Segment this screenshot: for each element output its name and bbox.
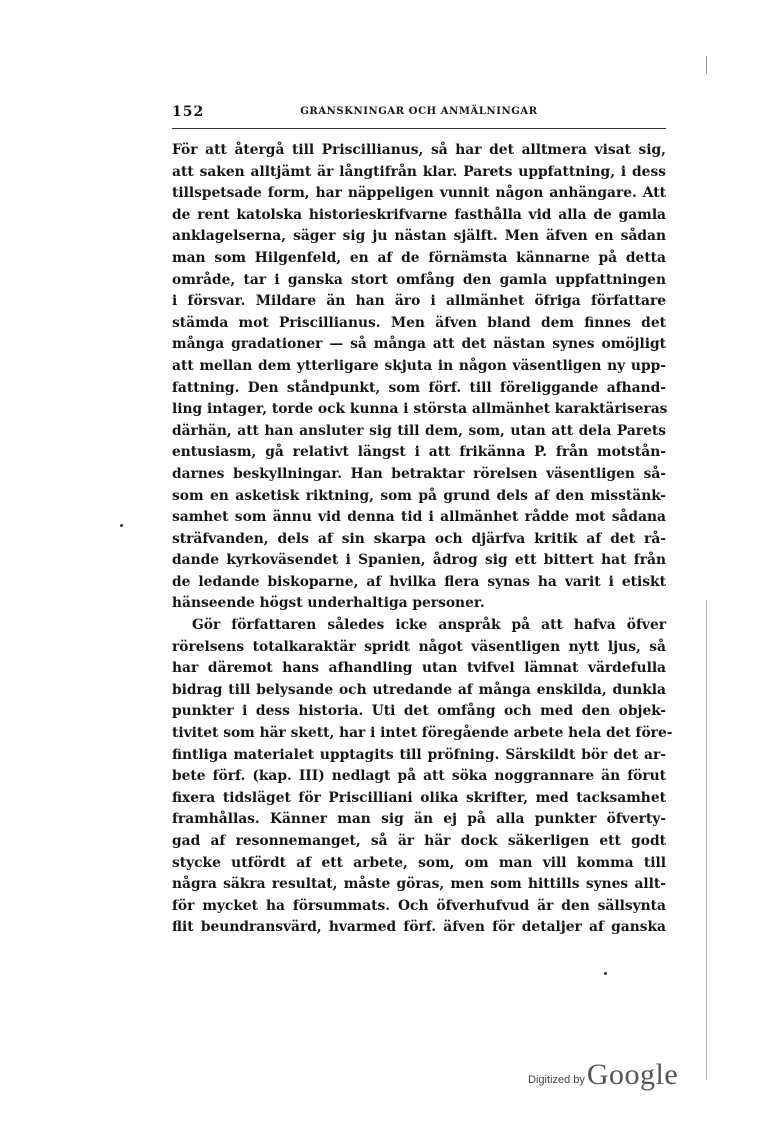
text-line: därhän, att han ansluter sig till dem, som, utan att dela Parets <box>172 422 666 439</box>
text-line: att saken alltjämt är långtifrån klar. Parets uppfattning, i dess <box>172 163 666 180</box>
text-line: några säkra resultat, måste göras, men som hittills synes allt- <box>172 876 666 893</box>
text-line: område, tar i ganska stort omfång den gamla uppfattningen <box>172 271 666 288</box>
text-line: för mycket ha försummats. Och öfverhufvud är den sällsynta <box>172 897 666 914</box>
text-line: flit beundransvärd, hvarmed förf. äfven för detaljer af ganska <box>172 919 666 936</box>
text-line: punkter i dess historia. Uti det omfång och med den objek- <box>172 703 666 720</box>
text-line: rörelsens totalkaraktär spridt något väsentligen nytt ljus, så <box>172 638 666 655</box>
text-line: fattning. Den ståndpunkt, som förf. till föreliggande afhand- <box>172 379 666 396</box>
text-line: fixera tidsläget för Priscilliani olika skrifter, med tacksamhet <box>172 789 666 806</box>
page-header <box>172 104 666 124</box>
text-line: ling intager, torde ock kunna i största allmänhet karaktäriseras <box>172 401 668 418</box>
text-line: de rent katolska historieskrifvarne fasthålla vid alla de gamla <box>172 206 666 223</box>
scan-speck <box>120 524 123 527</box>
digitized-watermark <box>528 1052 678 1092</box>
page-number: 152 <box>172 104 205 120</box>
running-title: GRANSKNINGAR OCH ANMÄLNINGAR <box>300 106 538 117</box>
text-line: stycke utfördt af ett arbete, som, om man vill komma till <box>172 854 666 871</box>
text-line: entusiasm, gå relativt längst i att frikänna P. från motstån- <box>172 444 666 461</box>
text-line: att mellan dem ytterligare skjuta in någon väsentligen ny upp- <box>172 357 666 374</box>
text-line: samhet som ännu vid denna tid i allmänhet rådde mot sådana <box>172 509 666 526</box>
scan-speck <box>604 972 607 975</box>
paragraph-last-line: hänseende högst underhaltiga personer. <box>172 595 485 612</box>
header-rule <box>172 128 666 129</box>
text-line: bidrag till belysande och utredande af många enskilda, dunkla <box>172 681 666 698</box>
text-line: stämda mot Priscillianus. Men äfven bland dem finnes det <box>172 314 666 331</box>
text-line: fintliga materialet upptagits till pröfning. Särskildt bör det ar- <box>172 746 666 763</box>
text-line: många gradationer — så många att det nästan synes omöjligt <box>172 336 666 353</box>
digitized-by-label: Digitized by <box>528 1074 585 1086</box>
text-line: bete förf. (kap. III) nedlagt på att söka noggrannare än förut <box>172 768 666 785</box>
paragraph-first-line: Gör författaren således icke anspråk på att hafva öfver <box>192 617 666 634</box>
text-line: sträfvanden, dels af sin skarpa och djärfva kritik af det rå- <box>172 530 666 547</box>
text-line: anklagelserna, säger sig ju nästan själft. Men äfven en sådan <box>172 228 666 245</box>
text-line: man som Hilgenfeld, en af de förnämsta kännarne på detta <box>172 249 666 266</box>
text-line: dande kyrkoväsendet i Spanien, ådrog sig ett bittert hat från <box>172 552 666 569</box>
text-line: tivitet som här skett, har i intet föregående arbete hela det före- <box>172 725 673 742</box>
text-line: gad af resonnemanget, så är här dock säkerligen ett godt <box>172 833 666 849</box>
text-line: har däremot hans afhandling utan tvifvel lämnat värdefulla <box>172 660 666 677</box>
scan-edge-mark <box>706 56 707 74</box>
google-logo: Google <box>586 1058 679 1091</box>
body-text <box>172 140 673 939</box>
text-line: För att återgå till Priscillianus, så har det alltmera visat sig, <box>172 142 666 158</box>
scan-edge-mark <box>706 600 707 1080</box>
text-line: tillspetsade form, har näppeligen vunnit någon anhängare. Att <box>172 185 666 202</box>
text-line: darnes beskyllningar. Han betraktar rörelsen väsentligen så- <box>172 465 666 482</box>
text-line: i försvar. Mildare än han äro i allmänhet öfriga författare <box>172 293 666 310</box>
text-line: som en asketisk riktning, som på grund dels af den misstänk- <box>172 487 666 504</box>
text-line: de ledande biskoparne, af hvilka flera synas ha varit i etiskt <box>172 573 666 590</box>
text-line: framhållas. Känner man sig än ej på alla punkter öfverty- <box>172 811 666 828</box>
